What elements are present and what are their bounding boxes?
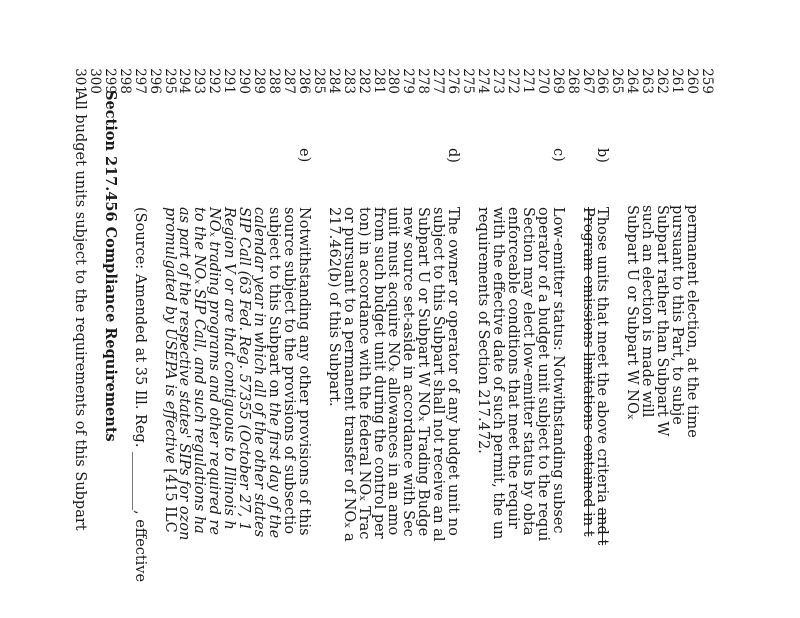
text-run: subject to this Subpart shall not receive an al: [430, 207, 447, 542]
line-number: 281: [370, 68, 387, 94]
line-text: [177, 207, 191, 540]
line-text: [670, 205, 684, 425]
line-number: 296: [146, 68, 163, 94]
struck-text: and t: [594, 507, 611, 546]
citation-tail: [415 ILC: [161, 463, 178, 533]
italic-insertion: calendar year in which all of the other states: [251, 207, 268, 538]
line-number: 279: [400, 68, 417, 94]
text-run: Subpart rather than Subpart W: [654, 205, 671, 437]
line-text: [536, 207, 550, 541]
document-line: [655, 0, 669, 618]
text-run: The owner or operator of any budget unit no: [445, 207, 462, 536]
line-text: [342, 207, 356, 542]
line-number: 290: [236, 68, 253, 94]
line-number: 300: [86, 68, 103, 94]
line-number: 276: [445, 68, 462, 94]
line-number: 268: [564, 68, 581, 94]
document-line: [207, 0, 221, 618]
text-run: subject to this Subpart on: [266, 207, 283, 403]
document-line: [148, 0, 162, 618]
document-line: [357, 0, 371, 618]
line-text: [491, 207, 505, 539]
italic-insertion: as part of the respective states' SIPs for ozon: [176, 207, 193, 541]
document-line: [625, 0, 639, 618]
line-text: [655, 205, 669, 436]
subsection-label: b): [594, 148, 611, 163]
text-run: operator of a budget unit subject to the requi: [534, 207, 551, 542]
line-number: 275: [460, 68, 477, 94]
document-line: [252, 0, 266, 618]
line-text: [372, 207, 386, 539]
line-text: [282, 207, 296, 534]
line-number: 287: [280, 68, 297, 94]
italic-insertion: NOₓ trading programs and other required re: [206, 207, 223, 536]
document-line: [506, 0, 520, 618]
line-text: [103, 90, 117, 442]
document-line: [177, 0, 191, 618]
document-line: [401, 0, 415, 618]
line-number: 299: [101, 68, 118, 94]
text-run: Low-emitter status: Notwithstanding subsec: [549, 207, 566, 534]
text-run: ton) in accordance with the federal NOₓ Trac: [355, 207, 372, 540]
line-text: [431, 207, 445, 541]
line-text: [133, 207, 147, 582]
document-line: [103, 0, 117, 618]
line-number: 277: [430, 68, 447, 94]
text-run: or pursuant to a permanent transfer of NOₓ a: [340, 207, 357, 542]
document-line: [521, 0, 535, 618]
text-run: enforceable conditions that meet the requir: [504, 207, 521, 529]
document-line: [133, 0, 147, 618]
line-text: [401, 207, 415, 537]
document-line: [88, 0, 102, 618]
document-line: [446, 0, 460, 618]
document-line: [327, 0, 341, 618]
document-line: [640, 0, 654, 618]
document-line: [551, 0, 565, 618]
line-number: 263: [639, 68, 656, 94]
line-number: 273: [489, 68, 506, 94]
line-number: 270: [534, 68, 551, 94]
line-number: 280: [385, 68, 402, 94]
document-line: [596, 0, 610, 618]
italic-insertion: to the NOₓ SIP Call, and such regulations ha: [191, 207, 208, 534]
line-number: 261: [669, 68, 686, 94]
document-line: [372, 0, 386, 618]
document-line: [386, 0, 400, 618]
line-number: 271: [519, 68, 536, 94]
document-line: [73, 0, 87, 618]
document-line: [312, 0, 326, 618]
line-number: 293: [191, 68, 208, 94]
text-run: pursuant to this Part, to subje: [669, 205, 686, 425]
line-number: 272: [504, 68, 521, 94]
document-line: [416, 0, 430, 618]
line-number: 266: [594, 68, 611, 94]
line-text: [267, 207, 281, 538]
text-run: such an election is made will: [639, 205, 656, 418]
line-number: 297: [131, 68, 148, 94]
line-number: 284: [325, 68, 342, 94]
document-line: [700, 0, 714, 618]
line-number: 278: [415, 68, 432, 94]
italic-insertion: Region V or are that contiguous to Illinois h: [221, 207, 238, 530]
document-line: [163, 0, 177, 618]
line-text: [625, 205, 639, 420]
text-run: Subpart U or Subpart W NOₓ Trading Budge: [415, 207, 432, 537]
text-run: new source set-aside in accordance with Sec: [400, 207, 417, 537]
section-heading: Section 217.456 Compliance Requirements: [101, 90, 119, 442]
document-line: [297, 0, 311, 618]
document-line: [491, 0, 505, 618]
line-number: 294: [176, 68, 193, 94]
subsection-label: c): [549, 148, 566, 162]
text-run: 217.462(b) of this Subpart.: [325, 207, 342, 407]
line-text: [685, 205, 699, 438]
line-text: [357, 207, 371, 539]
line-text: [222, 207, 236, 530]
line-text: [581, 207, 595, 536]
subsection-label: d): [445, 148, 462, 163]
text-run: with the effective date of such permit, the un: [489, 207, 506, 540]
line-text: [192, 207, 206, 534]
text-run: requirements of Section 217.472.: [475, 207, 492, 454]
text-run: Section may elect low-emitter status by obta: [519, 207, 536, 536]
document-line: [536, 0, 550, 618]
line-number: 260: [684, 68, 701, 94]
line-text: [476, 207, 490, 454]
line-number: 283: [340, 68, 357, 94]
line-text: [252, 207, 266, 537]
subsection-label: e): [295, 148, 312, 163]
italic-insertion: SIP Call (63 Fed. Reg. 57355 (October 27, 1: [236, 207, 253, 531]
document-line: [342, 0, 356, 618]
line-text: [506, 207, 520, 529]
line-text: [386, 207, 400, 535]
struck-text: Program emissions limitations contained in t: [579, 207, 596, 537]
line-text: [207, 207, 221, 535]
line-number: 282: [355, 68, 372, 94]
line-number: 301: [71, 68, 88, 94]
text-run: permanent election, at the time: [684, 205, 701, 438]
document-line: [670, 0, 684, 618]
document-line: [476, 0, 490, 618]
line-number: 267: [579, 68, 596, 94]
line-text: [297, 207, 311, 536]
text-run: source subject to the provisions of subsectio: [280, 207, 297, 535]
line-text: [596, 207, 610, 545]
line-number: 289: [251, 68, 268, 94]
text-run: All budget units subject to the requirements of this Subpart: [71, 90, 88, 531]
line-text: [551, 207, 565, 534]
line-text: [163, 207, 177, 533]
line-number: 274: [475, 68, 492, 94]
line-number: 286: [295, 68, 312, 94]
italic-insertion: the first day of the: [266, 402, 283, 539]
line-number: 295: [161, 68, 178, 94]
line-number: 265: [609, 68, 626, 94]
document-line: [222, 0, 236, 618]
document-line: [685, 0, 699, 618]
document-line: [267, 0, 281, 618]
line-number: 264: [624, 68, 641, 94]
text-run: Subpart U or Subpart W NOₓ: [624, 205, 641, 421]
line-text: [521, 207, 535, 535]
text-run: unit must acquire NOₓ allowances in an amo: [385, 207, 402, 536]
line-text: [416, 207, 430, 536]
line-text: [640, 205, 654, 417]
text-run: from such budget unit during the control per: [370, 207, 387, 539]
text-run: Notwithstanding any other provisions of this: [295, 207, 312, 536]
line-number: 262: [654, 68, 671, 94]
text-run: Those units that meet the above criteria: [594, 207, 611, 508]
document-line: [282, 0, 296, 618]
document-line: [461, 0, 475, 618]
line-text: [237, 207, 251, 531]
document-line: [566, 0, 580, 618]
line-number: 288: [266, 68, 283, 94]
line-number: 298: [116, 68, 133, 94]
document-line: [581, 0, 595, 618]
line-number: 269: [549, 68, 566, 94]
text-run: (Source: Amended at 35 Ill. Reg. ________, effective: [131, 207, 148, 583]
italic-insertion: promulgated by USEPA is effective: [161, 207, 178, 464]
line-number: 292: [206, 68, 223, 94]
line-number: 259: [699, 68, 715, 94]
document-line: [431, 0, 445, 618]
document-line: [192, 0, 206, 618]
line-text: [446, 207, 460, 536]
document-line: [237, 0, 251, 618]
document-line: [610, 0, 624, 618]
line-number: 291: [221, 68, 238, 94]
line-number: 285: [310, 68, 327, 94]
document-line: [118, 0, 132, 618]
line-text: [73, 90, 87, 531]
line-text: [327, 207, 341, 407]
